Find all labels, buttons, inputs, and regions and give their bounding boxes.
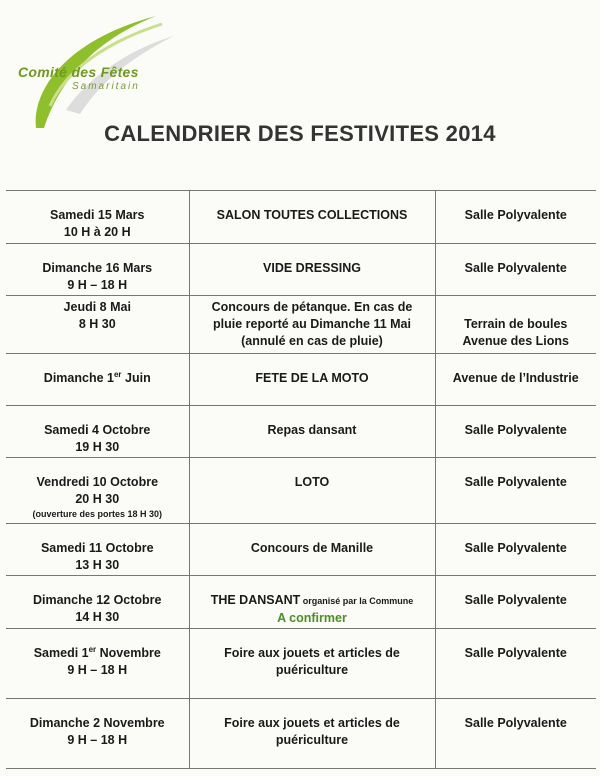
date-cell: Dimanche 12 Octobre [32,593,162,607]
date-cell: Dimanche 1er Juin [43,369,151,385]
time-cell: 9 H – 18 H [67,663,128,677]
time-cell: 13 H 30 [75,558,120,572]
place-cell: Salle Polyvalente [464,475,567,489]
event-line: (annulé en cas de pluie) [241,334,383,348]
table-row [6,524,596,576]
time-cell: 8 H 30 [78,317,116,331]
table-row [6,244,596,296]
time-cell: 14 H 30 [75,610,120,624]
date-cell: Samedi 15 Mars [50,208,145,222]
confirm-note: A confirmer [277,611,347,625]
place-cell: Salle Polyvalente [464,716,567,730]
event-line: puériculture [275,733,349,747]
date-cell: Dimanche 16 Mars [42,261,153,275]
time-cell: 20 H 30 [75,492,120,506]
logo-subtitle: Samaritain [72,81,140,92]
door-opening-note: (ouverture des portes 18 H 30) [32,509,163,519]
event-line: puériculture [275,663,349,677]
table-row [6,406,596,458]
place-cell: Salle Polyvalente [464,208,567,222]
event-line: Foire aux jouets et articles de [224,716,400,730]
place-cell: Salle Polyvalente [464,261,567,275]
event-line: pluie reporté au Dimanche 11 Mai [213,317,411,331]
event-cell: SALON TOUTES COLLECTIONS [216,208,408,222]
event-line: Foire aux jouets et articles de [224,646,400,660]
time-cell: 19 H 30 [75,440,120,454]
event-cell: Concours de Manille [250,541,374,555]
event-cell: THE DANSANT organisé par la Commune [210,593,414,607]
place-cell: Avenue de l’Industrie [452,371,579,385]
table-row [6,354,596,406]
event-cell: FETE DE LA MOTO [255,371,369,385]
date-cell: Samedi 4 Octobre [44,423,151,437]
place-line: Avenue des Lions [462,334,569,348]
table-row [6,458,596,524]
time-cell: 10 H à 20 H [63,225,131,239]
date-cell: Dimanche 2 Novembre [29,716,165,730]
festivities-table [6,190,596,769]
time-cell: 9 H – 18 H [67,733,128,747]
table-row [6,296,596,354]
place-line: Terrain de boules [464,317,568,331]
organizer-note: organisé par la Commune [300,596,414,606]
event-cell: LOTO [294,475,330,489]
date-cell: Jeudi 8 Mai [63,300,131,314]
event-line: Concours de pétanque. En cas de [211,300,413,314]
date-cell: Vendredi 10 Octobre [36,475,159,489]
place-cell: Salle Polyvalente [464,423,567,437]
table-row [6,576,596,629]
place-cell: Salle Polyvalente [464,593,567,607]
table-row [6,629,596,699]
time-cell: 9 H – 18 H [67,278,128,292]
logo-title: Comité des Fêtes [18,64,139,80]
table-row [6,699,596,769]
page-title: CALENDRIER DES FESTIVITES 2014 [104,121,496,146]
place-cell: Salle Polyvalente [464,541,567,555]
date-cell: Samedi 11 Octobre [40,541,154,555]
event-cell: VIDE DRESSING [263,261,361,275]
date-cell: Samedi 1er Novembre [33,644,161,660]
table-row [6,191,596,244]
event-cell: Repas dansant [267,423,357,437]
place-cell: Salle Polyvalente [464,646,567,660]
comite-des-fetes-logo [6,10,176,130]
